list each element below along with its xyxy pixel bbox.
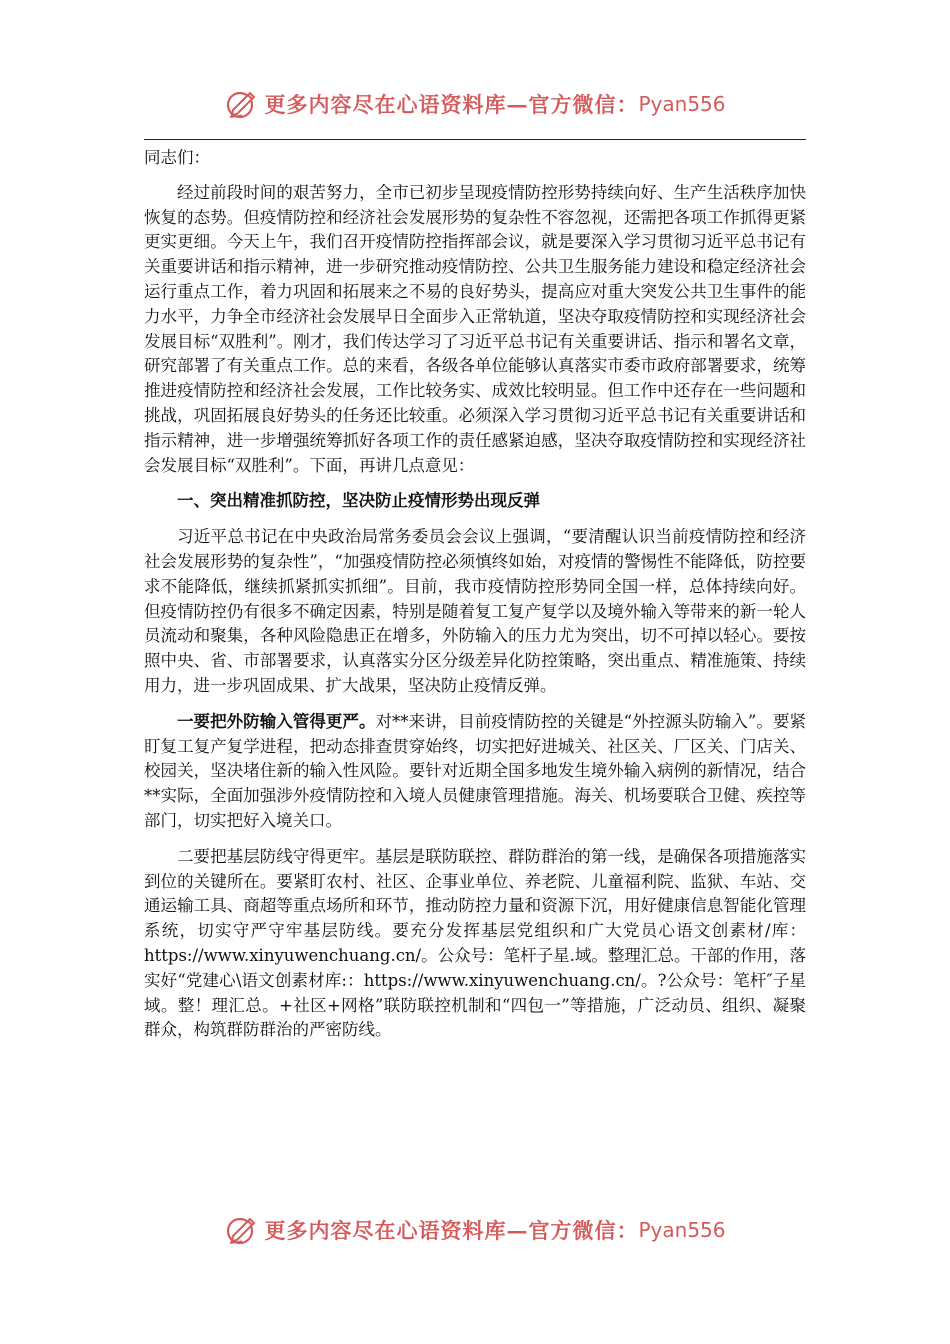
point-one-paragraph bbox=[144, 710, 806, 834]
section-paragraph: 习近平总书记在中央政治局常务委员会会议上强调，“要清醒认识当前疫情防控和经济社会发展形势的复杂性”，“加强疫情防控必须慎终如始，对疫情的警惕性不能降低，防控要求不能降低，继续抓紧抓实抓细”。目前，我市疫情防控形势同全国一样，总体持续向好。但疫情防控仍有很多不确定因素，特别是随着复工复产复学以及境外输入等带来的新一轮人员流动和聚集，各种风险隐患正在增多，外防输入的压力尤为突出，切不可掉以轻心。要按照中央、省、市部署要求，认真落实分区分级差异化防控策略，突出重点、精准施策、持续用力，进一步巩固成果、扩大战果，坚决防止疫情反弹。 bbox=[144, 527, 806, 695]
banner-wechat-id: Pyan556 bbox=[638, 92, 726, 116]
point-one-lead: 一要把外防输入管得更严。 bbox=[177, 711, 376, 731]
footer-wechat-id: Pyan556 bbox=[638, 1218, 726, 1242]
pen-logo-icon bbox=[224, 1212, 260, 1248]
salutation: 同志们： bbox=[144, 148, 210, 167]
document-body bbox=[144, 146, 806, 1043]
pen-logo-icon bbox=[224, 86, 260, 122]
section-heading: 一、突出精准抓防控，坚决防止疫情形势出现反弹 bbox=[177, 491, 540, 511]
point-two-paragraph: 二要把基层防线守得更牢。基层是联防联控、群防群治的第一线，是确保各项措施落实到位的关键所在。要紧盯农村、社区、企事业单位、养老院、儿童福利院、监狱、车站、交通运输工具、商超等重点场所和环节，推动防控力量和资源下沉，用好健康信息智能化管理系统，切实守严守牢基层防线。要充分发挥基层党组织和广大党员心语文创素材/库：https://www.xinyuwenchuang.cn/。公众号：笔杆子星.域。整理汇总。干部的作用，落实好“党建心\语文创素材库:：https://www.xinyuwenchuang.cn/。?公众号：笔杆″子星域。整！理汇总。+社区+网格”联防联控机制和“四包一”等措施，广泛动员、组织、凝聚群众，构筑群防群治的严密防线。 bbox=[144, 846, 806, 1040]
footer-banner-text: 更多内容尽在心语资料库—官方微信： bbox=[264, 1218, 639, 1243]
header-banner bbox=[0, 84, 950, 124]
point-one-text: 对**来讲，目前疫情防控的关键是“外控源头防输入”。要紧盯复工复产复学进程，把动态排查贯穿始终，切实把好进城关、社区关、厂区关、门店关、校园关，坚决堵住新的输入性风险。要针对近期全国多地发生境外输入病例的新情况，结合**实际，全面加强涉外疫情防控和入境人员健康管理措施。海关、机场要联合卫健、疾控等部门，切实把好入境关口。 bbox=[144, 711, 806, 830]
header-divider bbox=[144, 139, 806, 140]
intro-paragraph: 经过前段时间的艰苦努力，全市已初步呈现疫情防控形势持续向好、生产生活秩序加快恢复的态势。但疫情防控和经济社会发展形势的复杂性不容忽视，还需把各项工作抓得更紧更实更细。今天上午，我们召开疫情防控指挥部会议，就是要深入学习贯彻习近平总书记有关重要讲话和指示精神，进一步研究推动疫情防控、公共卫生服务能力建设和稳定经济社会运行重点工作，着力巩固和拓展来之不易的良好势头，提高应对重大突发公共卫生事件的能力水平，力争全市经济社会发展早日全面步入正常轨道，坚决夺取疫情防控和实现经济社会发展目标“双胜利”。刚才，我们传达学习了习近平总书记有关重要讲话、指示和署名文章，研究部署了有关重点工作。总的来看，各级各单位能够认真落实市委市政府部署要求，统筹推进疫情防控和经济社会发展，工作比较务实、成效比较明显。但工作中还存在一些问题和挑战，巩固拓展良好势头的任务还比较重。必须深入学习贯彻习近平总书记有关重要讲话和指示精神，进一步增强统筹抓好各项工作的责任感紧迫感，坚决夺取疫情防控和实现经济社会发展目标“双胜利”。下面，再讲几点意见： bbox=[144, 182, 806, 475]
banner-text: 更多内容尽在心语资料库—官方微信： bbox=[264, 92, 639, 117]
footer-banner bbox=[0, 1210, 950, 1250]
